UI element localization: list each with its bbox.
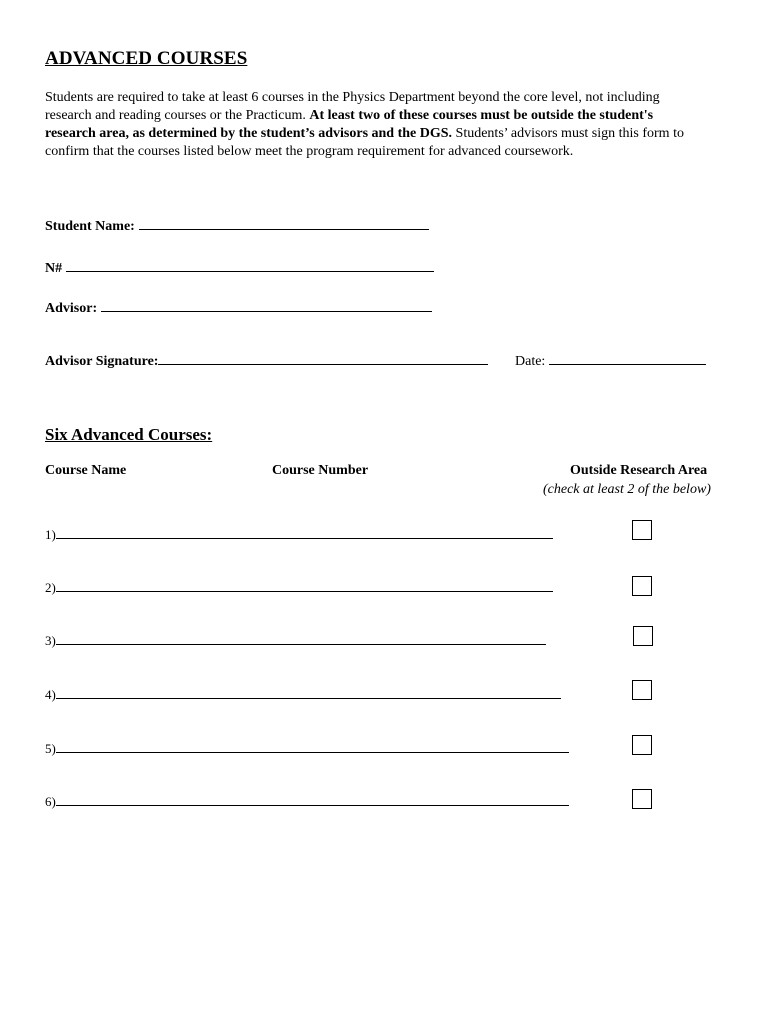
date-field — [515, 351, 706, 370]
outside-research-note: (check at least 2 of the below) — [543, 482, 711, 497]
student-name-field — [45, 216, 429, 235]
course-row-number: 2) — [45, 580, 56, 595]
course-row-3 — [45, 632, 546, 649]
course-row-number: 3) — [45, 633, 56, 648]
course-row-number: 5) — [45, 741, 56, 756]
advisor-input-line[interactable] — [101, 298, 432, 312]
instructions-text-end: Students’ advisors must sign this form to confirm that the courses listed below meet the program requirement for advanced coursework. — [45, 126, 684, 159]
course-row-1 — [45, 526, 553, 543]
outside-research-checkbox[interactable] — [632, 735, 652, 755]
course-number-header: Course Number — [272, 463, 369, 478]
outside-research-checkbox[interactable] — [632, 520, 652, 540]
course-input-line[interactable] — [56, 579, 553, 592]
outside-research-checkbox[interactable] — [632, 789, 652, 809]
n-number-label: N# — [45, 261, 63, 276]
course-name-header: Course Name — [45, 463, 127, 478]
course-row-5 — [45, 740, 569, 757]
n-number-field — [45, 258, 434, 277]
course-row-number: 6) — [45, 794, 56, 809]
course-input-line[interactable] — [56, 740, 569, 753]
student-name-label: Student Name: — [45, 219, 135, 234]
advisor-signature-label: Advisor Signature: — [45, 354, 159, 369]
outside-research-checkbox[interactable] — [632, 680, 652, 700]
course-input-line[interactable] — [56, 793, 569, 806]
course-input-line[interactable] — [56, 686, 561, 699]
n-number-input-line[interactable] — [66, 258, 434, 272]
course-row-4 — [45, 686, 561, 703]
outside-research-checkbox[interactable] — [633, 626, 653, 646]
advisor-field — [45, 298, 432, 317]
advisor-label: Advisor: — [45, 301, 98, 316]
page-title: ADVANCED COURSES — [45, 48, 248, 69]
instructions-paragraph — [45, 89, 685, 161]
course-input-line[interactable] — [56, 526, 553, 539]
instructions-emphasis: At least two of these courses must be outside the student's research area, as determined by the student’s advisors and the DGS. — [45, 108, 654, 141]
advisor-signature-field — [45, 351, 488, 370]
date-label: Date: — [515, 354, 546, 369]
course-row-6 — [45, 793, 569, 810]
course-input-line[interactable] — [56, 632, 546, 645]
course-row-2 — [45, 579, 553, 596]
advisor-signature-input-line[interactable] — [158, 351, 488, 365]
student-name-input-line[interactable] — [139, 216, 429, 230]
outside-research-checkbox[interactable] — [632, 576, 652, 596]
course-row-number: 1) — [45, 527, 56, 542]
outside-research-header: Outside Research Area — [570, 463, 708, 478]
courses-section-title: Six Advanced Courses: — [45, 425, 213, 444]
instructions-text: Students are required to take at least 6 courses in the Physics Department beyond the core level, not including research and reading courses or the Practicum. — [45, 90, 660, 123]
date-input-line[interactable] — [549, 351, 706, 365]
course-row-number: 4) — [45, 687, 56, 702]
